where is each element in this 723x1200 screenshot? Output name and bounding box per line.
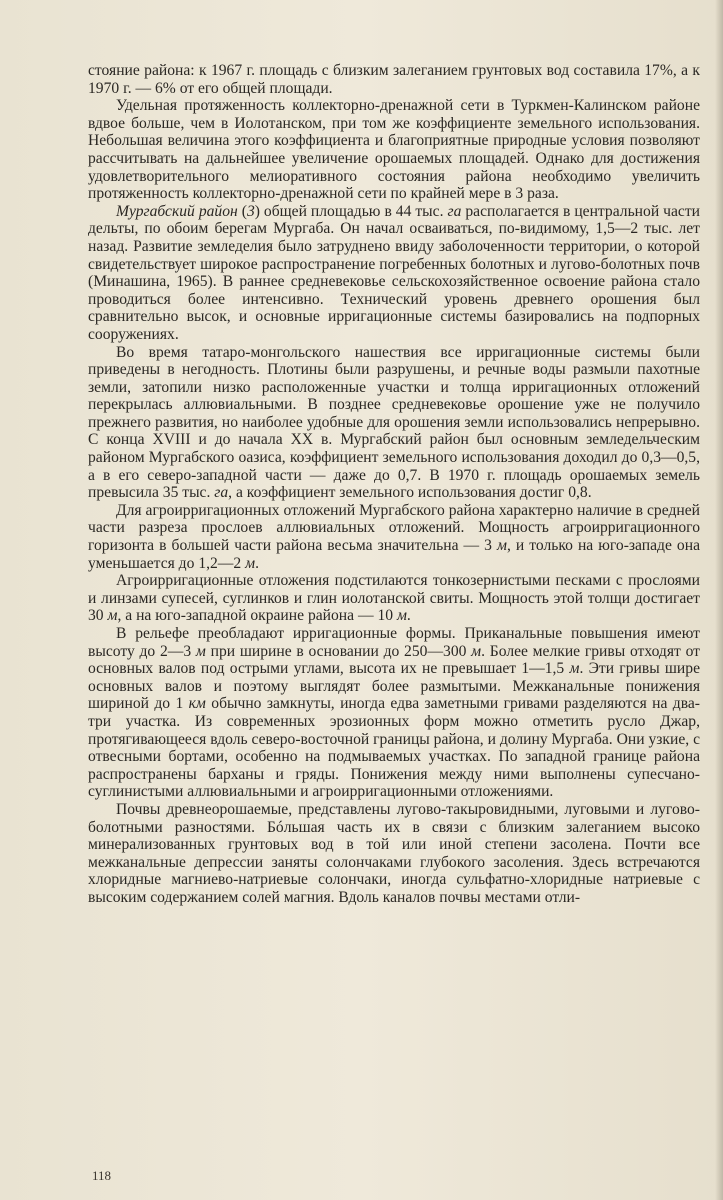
italic-run: м xyxy=(107,607,118,625)
italic-run: 3 xyxy=(246,202,255,220)
paragraph xyxy=(88,344,700,502)
text-run: располагается в центральной части дельты, по обоим берегам Мургаба. Он начал осваиваться, по-видимому, 1,5—2 тыс. лет назад. Развитие земледелия было затруднено ввиду заболоченности территории, о которой свидетельствует широкое распространение погребенных болотных и лугово-болотных почв (Минашина, 1965). В раннее средневековье сельскохозяйственное освоение района стало проводиться более интенсивно. Технический уровень древнего орошения был сравнительно высок, и основные ирригационные системы базировались на подпорных сооружениях. xyxy=(88,202,700,343)
body-text xyxy=(88,62,700,907)
paragraph xyxy=(88,572,700,625)
text-run: , и только на юго-западе она уменьшается до 1,2—2 xyxy=(88,537,700,572)
paragraph xyxy=(88,62,700,97)
paragraph xyxy=(88,625,700,801)
italic-run: Мургабский район xyxy=(116,202,238,220)
italic-run: га xyxy=(447,202,462,220)
text-run: , а коэффициент земельного использования достиг 0,8. xyxy=(228,484,592,502)
italic-run: км xyxy=(188,695,206,713)
text-run: , а на юго-западной окраине района — 10 xyxy=(117,607,397,625)
italic-run: м xyxy=(195,642,206,660)
italic-run: м xyxy=(245,554,256,572)
text-run: Для агроирригационных отложений Мургабского района характерно наличие в средней части разреза прослоев аллювиальных отложений. Мощность агроирригационного горизонта в большей части района весьма значительна — 3 xyxy=(88,501,700,555)
text-run: Удельная протяженность коллекторно-дренажной сети в Туркмен-Калинском районе вдвое больше, чем в Иолотанском, при том же коэффициенте земельного использования. Небольшая величина этого коэффициента и благоприятные природные условия позволяют рассчитывать на дальнейшее увеличение орошаемых площадей. Однако для достижения удовлетворительного мелиоративного состояния района необходимо увеличить протяженность коллекторно-дренажной сети по крайней мере в 3 раза. xyxy=(88,97,700,203)
page-number: 118 xyxy=(92,1168,112,1183)
text-run: Во время татаро-монгольского нашествия все ирригационные системы были приведены в негодность. Плотины были разрушены, и речные воды размыли пахотные земли, затопили низко расположенные участки и толща ирригационных отложений перекрылась аллювиальными. В позднее средневековье орошение уже не получило прежнего развития, но наиболее удобные для орошения земли использовались непрерывно. С конца XVIII и до начала XX в. Мургабский район был основным земледельческим районом Мургабского оазиса, коэффициент земельного использования доходил до 0,3—0,5, а в его северо-западной части — даже до 0,7. В 1970 г. площадь орошаемых земель превысила 35 тыс. xyxy=(88,343,700,502)
text-run: при ширине в основании до 250—300 xyxy=(205,642,472,660)
text-run: . Эти гривы шире основных валов и поэтому выглядят более размытыми. Межканальные понижения шириной до 1 xyxy=(88,660,700,713)
text-run: Почвы древнеорошаемые, представлены лугово-такыровидными, луговыми и лугово-болотными разностями. Бóльшая часть их в связи с близким залеганием высоко минерализованных грунтовых вод в той или иной степени засолена. Почти все межканальные депрессии заняты солончаками глубокого засоления. Здесь встречаются хлоридные магниево-натриевые солончаки, иногда сульфатно-хлоридные натриевые с высоким содержанием солей магния. Вдоль каналов почвы местами отли- xyxy=(88,800,700,906)
text-run: обычно замкнуты, иногда едва заметными гривами разделяются на два-три участка. Из современных эрозионных форм можно отметить русло Джар, протягивающееся вдоль северо-восточной границы района, и долину Мургаба. Они узкие, с отвесными бортами, особенно на подмываемых участках. По западной границе района распространены барханы и гряды. Понижения между ними выполнены супесчано-суглинистыми аллювиальными и агроирригационными отложениями. xyxy=(88,695,700,801)
text-run: В рельефе преобладают ирригационные формы. Приканальные повышения имеют высоту до 2—3 xyxy=(88,625,700,660)
text-run: стояние района: к 1967 г. площадь с близким залеганием грунтовых вод составила 17%, а к 1970 г. — 6% от его общей площади. xyxy=(88,62,700,97)
text-run: Агроирригационные отложения подстилаются тонкозернистыми песками с прослоями и линзами супесей, суглинков и глин иолотанской свиты. Мощность этой толщи достигает 30 xyxy=(88,572,700,625)
text-run: ) общей площадью в 44 тыс. xyxy=(254,202,448,220)
paragraph xyxy=(88,97,700,203)
text-run: . Более мелкие гривы отходят от основных валов под острыми углами, высота их не превышает 1—1,5 xyxy=(88,642,700,678)
italic-run: м xyxy=(496,537,507,555)
italic-run: м xyxy=(396,607,407,625)
italic-run: га xyxy=(214,484,229,502)
page-edge-shadow xyxy=(715,0,723,1200)
text-run: . xyxy=(406,607,411,625)
text-run: . xyxy=(255,554,259,572)
paragraph xyxy=(88,203,700,344)
italic-run: м xyxy=(569,660,580,678)
paragraph xyxy=(88,801,700,907)
paragraph xyxy=(88,502,700,572)
text-run: ( xyxy=(237,202,247,220)
italic-run: м xyxy=(471,642,482,660)
